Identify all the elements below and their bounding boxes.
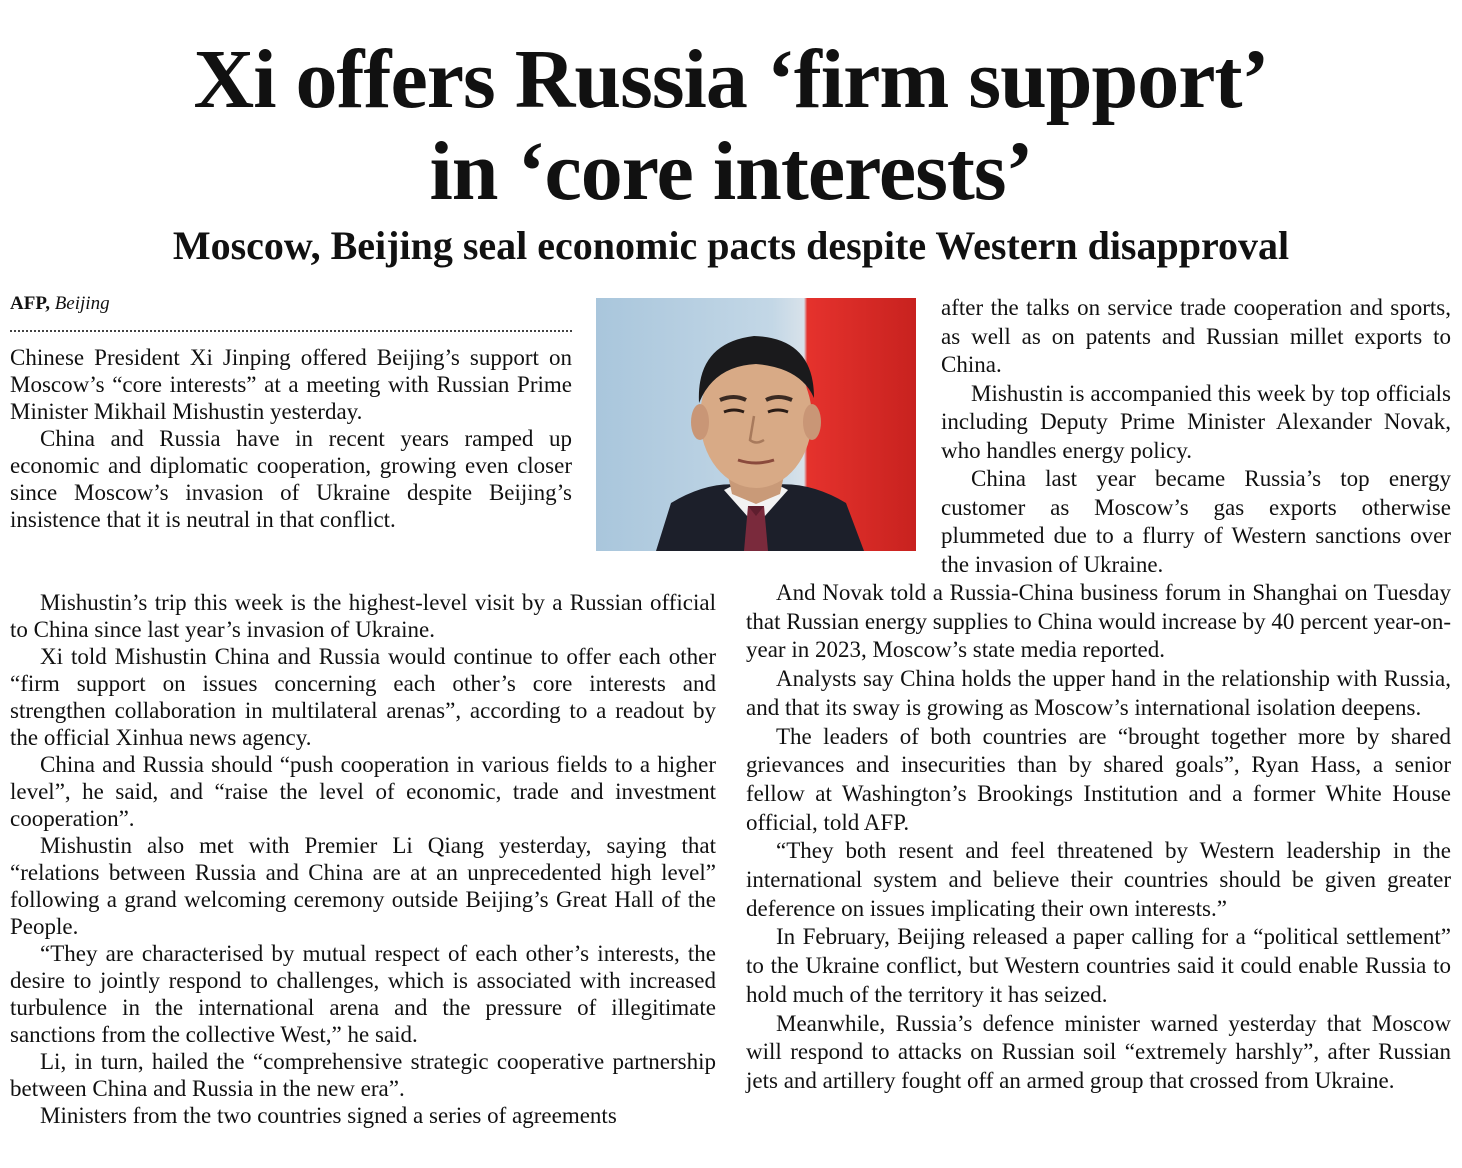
paragraph: Ministers from the two countries signed a series of agreements bbox=[40, 1103, 617, 1128]
paragraph: The leaders of both countries are “brought together more by shared grievances and insecurities than by shared goals”, Ryan Hass, a senior fellow at Washington’s Brookings Institution and a former White House official, told AFP. bbox=[746, 723, 1451, 835]
paragraph: In February, Beijing released a paper calling for a “political settlement” to the Ukraine conflict, but Western countries said it could enable Russia to hold much of the territory it has seized. bbox=[746, 924, 1451, 1007]
headline-line-2: in ‘core interests’ bbox=[429, 125, 1033, 218]
byline bbox=[10, 290, 572, 332]
paragraph: Xi told Mishustin China and Russia would continue to offer each other “firm support on issues concerning each other’s core interests and strengthen collaboration in multilateral arenas”, according to a readout by the official Xinhua news agency. bbox=[10, 644, 716, 750]
article-column-1-top bbox=[10, 344, 572, 533]
article-column-2-top bbox=[941, 294, 1451, 579]
paragraph: “They are characterised by mutual respect of each other’s interests, the desire to jointly respond to challenges, which is associated with increased turbulence in the international arena and the pressure of illegitimate sanctions from the collective West,” he said. bbox=[10, 941, 716, 1047]
paragraph: Li, in turn, hailed the “comprehensive strategic cooperative partnership between China and Russia in the new era”. bbox=[10, 1049, 716, 1101]
paragraph: “They both resent and feel threatened by Western leadership in the international system and believe their countries should be given greater deference on issues implicating their own interests.” bbox=[746, 838, 1451, 921]
paragraph: China last year became Russia’s top energy customer as Moscow’s gas exports otherwise plummeted due to a flurry of Western sanctions over the invasion of Ukraine. bbox=[941, 466, 1451, 577]
paragraph: Mishustin also met with Premier Li Qiang yesterday, saying that “relations between Russia and China are at an unprecedented high level” following a grand welcoming ceremony outside Beijing’s Great Hall of the People. bbox=[10, 833, 716, 939]
byline-place: Beijing bbox=[54, 293, 110, 314]
headline-line-1: Xi offers Russia ‘firm support’ bbox=[193, 33, 1269, 126]
paragraph: after the talks on service trade cooperation and sports, as well as on patents and Russian millet exports to China. bbox=[941, 295, 1451, 377]
paragraph: Mishustin’s trip this week is the highest-level visit by a Russian official to China since last year’s invasion of Ukraine. bbox=[10, 590, 716, 642]
portrait-photo bbox=[596, 298, 916, 551]
paragraph: Meanwhile, Russia’s defence minister warned yesterday that Moscow will respond to attacks on Russian soil “extremely harshly”, after Russian jets and artillery fought off an armed group that crossed from Ukraine. bbox=[746, 1010, 1451, 1093]
paragraph: China and Russia should “push cooperation in various fields to a higher level”, he said, and “raise the level of economic, trade and investment cooperation”. bbox=[10, 752, 716, 831]
paragraph: Chinese President Xi Jinping offered Beijing’s support on Moscow’s “core interests” at a meeting with Russian Prime Minister Mikhail Mishustin yesterday. bbox=[10, 345, 572, 424]
byline-source: AFP, bbox=[10, 293, 50, 314]
article-column-2-bottom bbox=[746, 579, 1451, 1096]
article-column-1-bottom bbox=[10, 589, 716, 1129]
paragraph: Analysts say China holds the upper hand in the relationship with Russia, and that its sway is growing as Moscow’s international isolation deepens. bbox=[746, 666, 1451, 720]
portrait-illustration bbox=[596, 298, 916, 551]
paragraph: China and Russia have in recent years ramped up economic and diplomatic cooperation, growing even closer since Moscow’s invasion of Ukraine despite Beijing’s insistence that it is neutral in that conflict. bbox=[10, 426, 572, 532]
paragraph: And Novak told a Russia-China business forum in Shanghai on Tuesday that Russian energy supplies to China would increase by 40 percent year-on-year in 2023, Moscow’s state media reported. bbox=[746, 580, 1451, 663]
paragraph: Mishustin is accompanied this week by top officials including Deputy Prime Minister Alexander Novak, who handles energy policy. bbox=[941, 380, 1451, 463]
subheadline: Moscow, Beijing seal economic pacts despite Western disapproval bbox=[172, 223, 1290, 268]
headline bbox=[0, 34, 1462, 218]
